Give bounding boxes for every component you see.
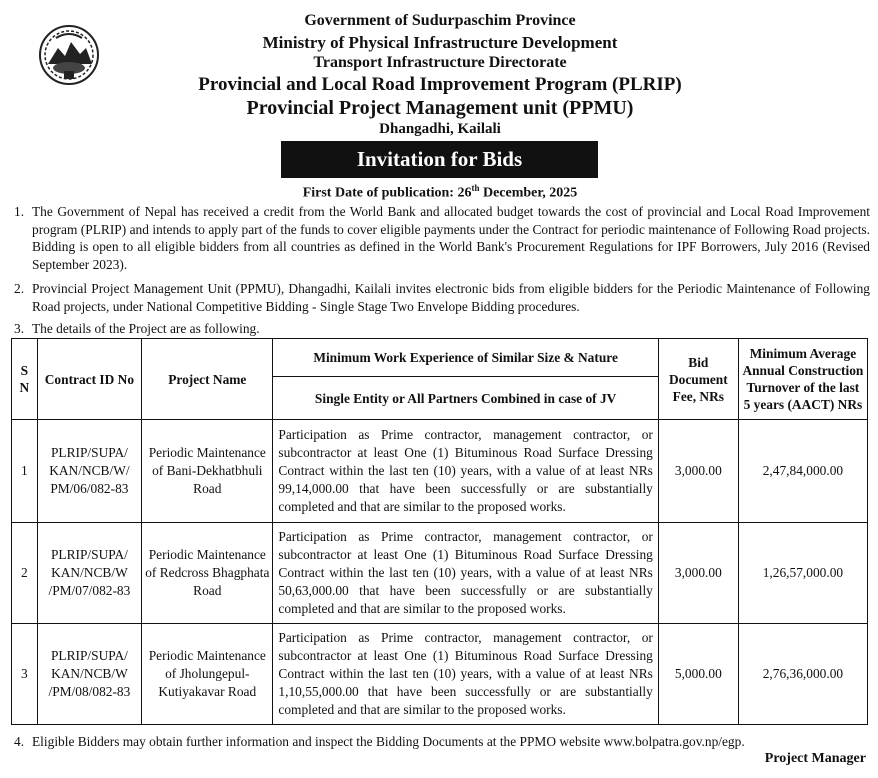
header-program: Provincial and Local Road Improvement Program (PLRIP): [198, 74, 682, 95]
publication-date-suffix: December, 2025: [479, 185, 578, 201]
table-row: [12, 624, 868, 725]
publication-date-sup: th: [471, 183, 480, 193]
cell-contract-id: PLRIP/SUPA/ KAN/NCB/W /PM/08/082-83: [37, 624, 142, 725]
paragraph-number: 4.: [14, 734, 25, 749]
cell-bid-fee: 3,000.00: [658, 420, 738, 523]
paragraph-4: [14, 733, 870, 751]
paragraph-text: Eligible Bidders may obtain further information and inspect the Bidding Documents at the PPMO website www.bolpatra.gov.np/egp.: [32, 734, 745, 749]
header-location: Dhangadhi, Kailali: [379, 121, 501, 137]
invitation-banner: Invitation for Bids: [281, 141, 598, 178]
paragraph-text: The Government of Nepal has received a credit from the World Bank and allocated budget towards the cost of provincial and Local Road Improvement program (PLRIP) and intends to apply part of the funds to cover eligible payments under the Contract for periodic maintenance of Following Road projects. Bidding is open to all eligible bidders from all countries as defined in the World Bank's Procurement Regulations for IPF Borrowers, July 2016 (Revised September 2023).: [32, 204, 870, 272]
cell-sn: 2: [12, 523, 38, 624]
cell-aact: 2,76,36,000.00: [738, 624, 867, 725]
cell-bid-fee: 3,000.00: [658, 523, 738, 624]
header-bid-fee: Bid Document Fee, NRs: [658, 339, 738, 420]
publication-date: [100, 183, 780, 202]
paragraph-number: 2.: [14, 281, 25, 296]
cell-contract-id: PLRIP/SUPA/ KAN/NCB/W/ PM/06/082-83: [37, 420, 142, 523]
header-experience-sub: Single Entity or All Partners Combined in case of JV: [273, 377, 658, 420]
cell-experience: Participation as Prime contractor, management contractor, or subcontractor at least One (1) Bituminous Road Surface Dressing Contract within the last ten (10) years, with a value of at least NRs 99,14,000.00 that have been successfully or are substantially completed and that are similar to the proposed works.: [273, 420, 658, 523]
paragraph-3: [14, 320, 870, 338]
header-government: Government of Sudurpaschim Province: [304, 12, 576, 29]
paragraph-2: [14, 280, 870, 315]
cell-project-name: Periodic Maintenance of Bani-Dekhatbhuli Road: [142, 420, 273, 523]
header-project-name: Project Name: [142, 339, 273, 420]
table-row: [12, 420, 868, 523]
cell-project-name: Periodic Maintenance of Redcross Bhagphata Road: [142, 523, 273, 624]
cell-sn: 3: [12, 624, 38, 725]
header-sn: S N: [12, 339, 38, 420]
project-details-table: [11, 338, 868, 725]
table-row: [12, 523, 868, 624]
paragraph-number: 1.: [14, 204, 25, 219]
header-unit: Provincial Project Management unit (PPMU): [246, 97, 634, 119]
paragraph-number: 3.: [14, 321, 25, 336]
signatory: Project Manager: [764, 751, 866, 766]
publication-date-prefix: First Date of publication: 26: [302, 185, 472, 201]
government-emblem-icon: [38, 24, 100, 86]
header-ministry: Ministry of Physical Infrastructure Development: [262, 33, 618, 52]
cell-bid-fee: 5,000.00: [658, 624, 738, 725]
header-contract-id: Contract ID No: [37, 339, 142, 420]
cell-aact: 1,26,57,000.00: [738, 523, 867, 624]
header-aact: Minimum Average Annual Construction Turnover of the last 5 years (AACT) NRs: [738, 339, 867, 420]
header-directorate: Transport Infrastructure Directorate: [313, 54, 567, 71]
paragraph-text: The details of the Project are as following.: [32, 321, 260, 336]
paragraph-1: [14, 203, 870, 273]
cell-sn: 1: [12, 420, 38, 523]
cell-aact: 2,47,84,000.00: [738, 420, 867, 523]
paragraph-text: Provincial Project Management Unit (PPMU), Dhangadhi, Kailali invites electronic bids from eligible bidders for the Periodic Maintenance of Following Road projects, under National Competitive Bidding - Single Stage Two Envelope Bidding procedures.: [32, 281, 870, 314]
cell-contract-id: PLRIP/SUPA/ KAN/NCB/W /PM/07/082-83: [37, 523, 142, 624]
cell-project-name: Periodic Maintenance of Jholungepul-Kutiyakavar Road: [142, 624, 273, 725]
cell-experience: Participation as Prime contractor, management contractor, or subcontractor at least One (1) Bituminous Road Surface Dressing Contract within the last ten (10) years, with a value of at least NRs 50,63,000.00 that have been successfully or are substantially completed and that are similar to the proposed works.: [273, 523, 658, 624]
header-experience: Minimum Work Experience of Similar Size & Nature: [273, 339, 658, 377]
cell-experience: Participation as Prime contractor, management contractor, or subcontractor at least One (1) Bituminous Road Surface Dressing Contract within the last ten (10) years, with a value of at least NRs 1,10,55,000.00 that have been successfully or are substantially completed and that are similar to the proposed works.: [273, 624, 658, 725]
